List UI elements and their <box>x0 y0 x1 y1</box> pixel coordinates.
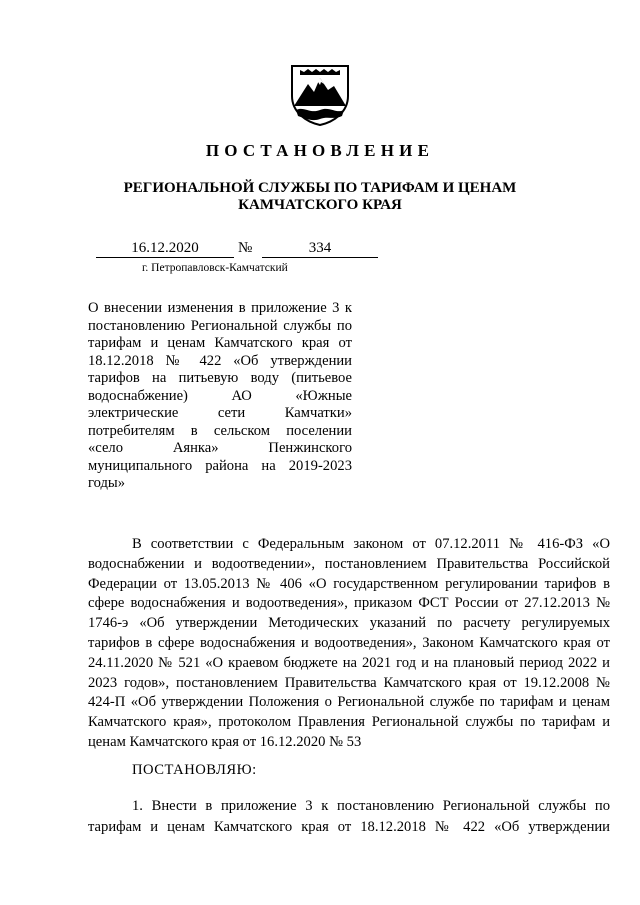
document-title: ПОСТАНОВЛЕНИЕ <box>205 141 435 160</box>
issuing-authority-line-1: РЕГИОНАЛЬНОЙ СЛУЖБЫ ПО ТАРИФАМ И ЦЕНАМ <box>123 180 517 196</box>
resolution-point-1: 1. Внести в приложение 3 к постановлению Региональной службы по тарифам и ценам Камчатского края от 18.12.2018 № 422 «Об утверждении <box>88 798 610 835</box>
kamchatka-coat-of-arms-icon <box>288 62 352 126</box>
resolve-heading: ПОСТАНОВЛЯЮ: <box>132 762 257 778</box>
number-sign: № <box>238 240 253 256</box>
document-number: 334 <box>262 239 378 258</box>
document-subject: О внесении изменения в приложение 3 к постановлению Региональной службы по тарифам и ценам Камчатского края от 18.12.2018 № 422 «Об утверждении тарифов на питьевую воду (питьевое водоснабжение) АО «Южные электрические сети Камчатки» потребителям в сельском поселении «село Аянка» Пенжинского муниципального района на 2019-2023 годы» <box>88 300 352 491</box>
preamble-paragraph: В соответствии с Федеральным законом от 07.12.2011 № 416-ФЗ «О водоснабжении и водоотведении», постановлением Правительства Российской Федерации от 13.05.2013 № 406 «О государственном регулировании тарифов в сфере водоснабжения и водоотведения», приказом ФСТ России от 27.12.2013 № 1746-э «Об утверждении Методических указаний по расчету регулируемых тарифов в сфере водоснабжения и водоотведения», Законом Камчатского края от 24.11.2020 № 521 «О краевом бюджете на 2021 год и на плановый период 2022 и 2023 годов», постановлением Правительства Камчатского края от 19.12.2008 № 424-П «Об утверждении Положения о Региональной службе по тарифам и ценам Камчатского края», протоколом Правления Региональной службы по тарифам и ценам Камчатского края от 16.12.2020 № 53 <box>88 536 610 750</box>
issuing-authority <box>0 180 640 214</box>
document-date: 16.12.2020 <box>96 239 234 258</box>
issue-city: г. Петропавловск-Камчатский <box>142 262 288 274</box>
issuing-authority-line-2: КАМЧАТСКОГО КРАЯ <box>238 197 402 213</box>
